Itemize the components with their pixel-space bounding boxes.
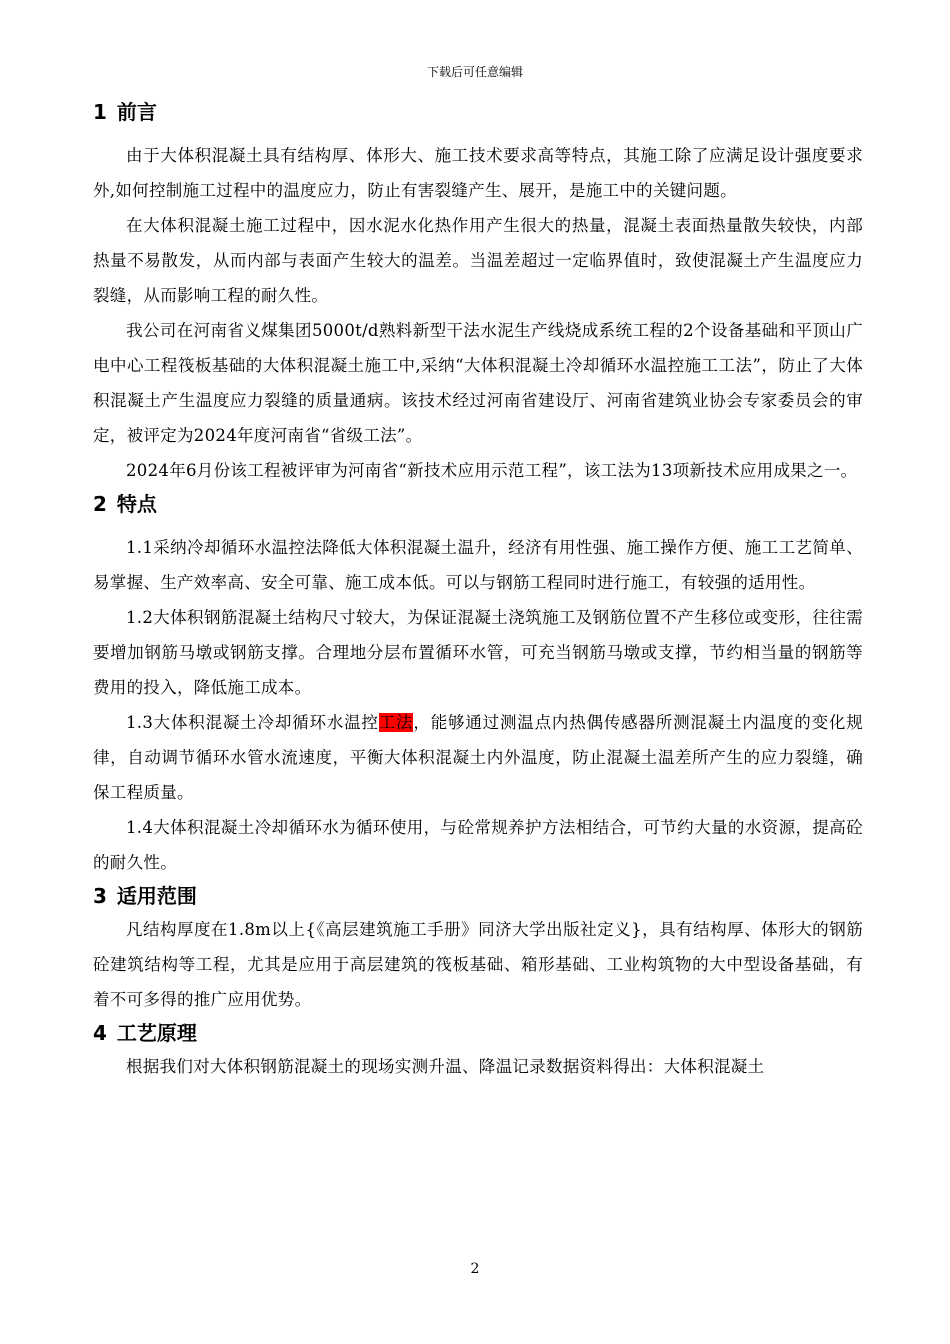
highlighted-paragraph: [93, 705, 863, 810]
paragraph: 我公司在河南省义煤集团5000t/d熟料新型干法水泥生产线烧成系统工程的2个设备基础和平顶山广电中心工程筏板基础的大体积混凝土施工中,采纳“大体积混凝土冷却循环水温控施工工法”，防止了大体积混凝土产生温度应力裂缝的质量通病。该技术经过河南省建设厅、河南省建筑业协会专家委员会的审定，被评定为2024年度河南省“省级工法”。: [93, 321, 863, 445]
section-heading: [93, 880, 863, 912]
section-number: 3: [93, 884, 107, 908]
section-2: [93, 488, 863, 880]
section-heading: [93, 96, 863, 128]
section-title: 前言: [116, 100, 157, 124]
page-number: 2: [470, 1261, 480, 1277]
section-heading: [93, 1017, 863, 1049]
text-run: ，能够通过测温点内热偶传感器所测混凝土内温度的变化规律，自动调节循环水管水流速度，平衡大体积混凝土内外温度，防止混凝土温差所产生的应力裂缝，确保工程质量。: [93, 713, 863, 802]
section-number: 4: [93, 1021, 107, 1045]
paragraph: 1.1采纳冷却循环水温控法降低大体积混凝土温升，经济有用性强、施工操作方便、施工工艺简单、易掌握、生产效率高、安全可靠、施工成本低。可以与钢筋工程同时进行施工，有较强的适用性。: [93, 538, 863, 592]
paragraph: 在大体积混凝土施工过程中，因水泥水化热作用产生很大的热量，混凝土表面热量散失较快，内部热量不易散发，从而内部与表面产生较大的温差。当温差超过一定临界值时，致使混凝土产生温度应力裂缝，从而影响工程的耐久性。: [93, 216, 863, 305]
paragraph: 凡结构厚度在1.8m以上{《高层建筑施工手册》同济大学出版社定义}，具有结构厚、体形大的钢筋砼建筑结构等工程，尤其是应用于高层建筑的筏板基础、箱形基础、工业构筑物的大中型设备基础，有着不可多得的推广应用优势。: [93, 920, 863, 1009]
paragraph: 2024年6月份该工程被评审为河南省“新技术应用示范工程”，该工法为13项新技术应用成果之一。: [126, 461, 858, 480]
section-heading: [93, 488, 863, 520]
section-4: [93, 1017, 863, 1084]
page-header: 下载后可任意编辑: [426, 65, 523, 79]
highlighted-text: 工法: [378, 713, 414, 732]
paragraph: 由于大体积混凝土具有结构厚、体形大、施工技术要求高等特点，其施工除了应满足设计强度要求外,如何控制施工过程中的温度应力，防止有害裂缝产生、展开，是施工中的关键问题。: [93, 146, 863, 200]
section-number: 2: [93, 492, 107, 516]
paragraph: 1.2大体积钢筋混凝土结构尺寸较大，为保证混凝土浇筑施工及钢筋位置不产生移位或变形，往往需要增加钢筋马墩或钢筋支撑。合理地分层布置循环水管，可充当钢筋马墩或支撑，节约相当量的钢筋等费用的投入，降低施工成本。: [93, 608, 863, 697]
section-number: 1: [93, 100, 107, 124]
paragraph: 1.4大体积混凝土冷却循环水为循环使用，与砼常规养护方法相结合，可节约大量的水资源，提高砼的耐久性。: [93, 818, 863, 872]
paragraph: 根据我们对大体积钢筋混凝土的现场实测升温、降温记录数据资料得出：大体积混凝土: [126, 1057, 765, 1076]
section-3: [93, 880, 863, 1017]
section-title: 适用范围: [116, 884, 197, 908]
section-title: 特点: [116, 492, 157, 516]
section-title: 工艺原理: [116, 1021, 197, 1045]
text-run: 1.3大体积混凝土冷却循环水温控: [126, 713, 379, 732]
section-1: [93, 96, 863, 488]
document-body: [93, 96, 863, 1084]
